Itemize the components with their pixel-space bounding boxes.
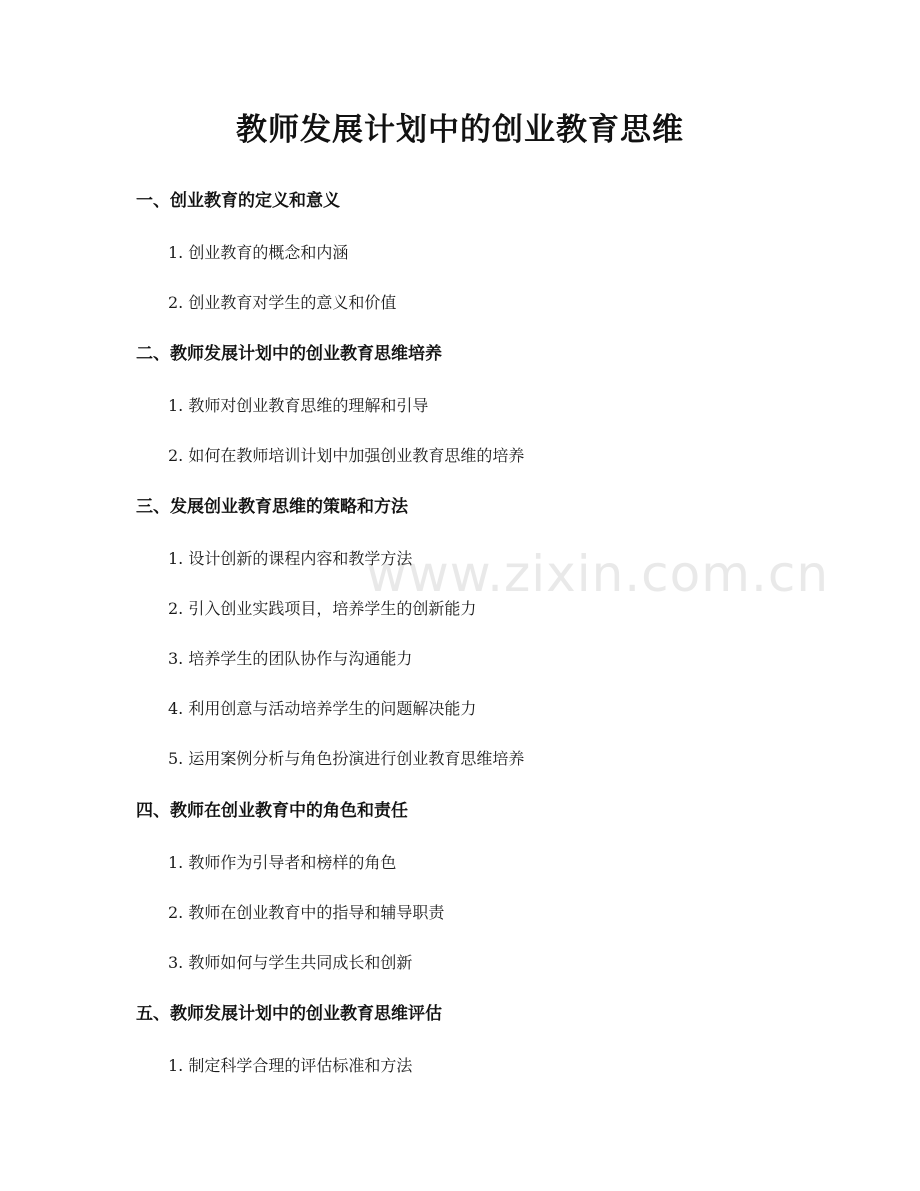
list-item: 3. 教师如何与学生共同成长和创新 — [168, 953, 413, 972]
watermark: www.zixin.com.cn — [366, 545, 830, 603]
list-item: 1. 设计创新的课程内容和教学方法 — [168, 549, 413, 568]
section-heading-2: 二、教师发展计划中的创业教育思维培养 — [136, 344, 442, 364]
section-heading-4: 四、教师在创业教育中的角色和责任 — [136, 801, 408, 821]
section-heading-5: 五、教师发展计划中的创业教育思维评估 — [136, 1004, 442, 1024]
document-title: 教师发展计划中的创业教育思维 — [236, 112, 684, 148]
list-item: 1. 教师对创业教育思维的理解和引导 — [168, 396, 429, 415]
list-item: 1. 教师作为引导者和榜样的角色 — [168, 853, 397, 872]
list-item: 2. 创业教育对学生的意义和价值 — [168, 293, 397, 312]
list-item: 4. 利用创意与活动培养学生的问题解决能力 — [168, 699, 477, 718]
section-heading-1: 一、创业教育的定义和意义 — [136, 191, 340, 211]
list-item: 5. 运用案例分析与角色扮演进行创业教育思维培养 — [168, 749, 525, 768]
list-item: 2. 教师在创业教育中的指导和辅导职责 — [168, 903, 445, 922]
list-item: 3. 培养学生的团队协作与沟通能力 — [168, 649, 413, 668]
list-item: 1. 制定科学合理的评估标准和方法 — [168, 1056, 413, 1075]
list-item: 2. 如何在教师培训计划中加强创业教育思维的培养 — [168, 446, 525, 465]
section-heading-3: 三、发展创业教育思维的策略和方法 — [136, 497, 408, 517]
list-item: 1. 创业教育的概念和内涵 — [168, 243, 349, 262]
list-item: 2. 引入创业实践项目，培养学生的创新能力 — [168, 599, 477, 618]
